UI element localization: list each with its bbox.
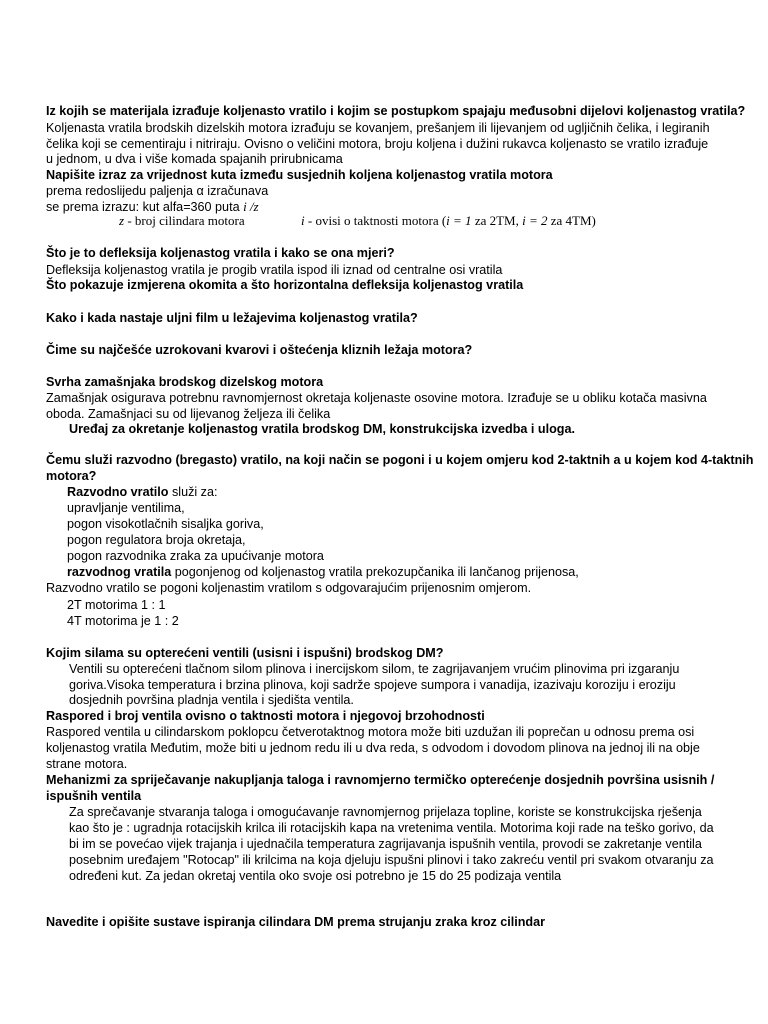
variable-z: z: [119, 213, 125, 228]
formula-i-definition: [301, 213, 596, 229]
question-oil-film: Kako i kada nastaje uljni film u ležajevima koljenastog vratila?: [46, 311, 418, 325]
question-scavenging: Navedite i opišite sustave ispiranja cilindara DM prema strujanju zraka kroz cilindar: [46, 915, 546, 929]
formula-expression: i /z: [243, 199, 259, 214]
list-item: pogon visokotlačnih sisaljka goriva,: [67, 517, 264, 531]
answer-text-line: Koljenasta vratila brodskih dizelskih motora izrađuju se kovanjem, prešanjem ili lijevanjem od ugljičnih čelika, i legiranih: [46, 121, 710, 135]
variable-i-text: - ovisi o taktnosti motora (: [304, 213, 447, 228]
question-bearing-failures: Čime su najčešće uzrokovani kvarovi i oštećenja kliznih ležaja motora?: [46, 343, 473, 357]
camshaft-ratio-intro: Razvodno vratilo se pogoni koljenastim vratilom s odgovarajućim prijenosnim omjerom.: [46, 581, 532, 595]
variable-i-text: za 2TM,: [471, 213, 523, 228]
camshaft-purpose-heading: [67, 484, 217, 500]
camshaft-purpose-text: služi za:: [168, 485, 218, 499]
answer-text-line: bi im se povećao vijek trajanja i ujednačila temperatura zagrijavanja ispušnih ventila, provodi se zakretanje ventila: [69, 837, 702, 851]
question-flywheel: Svrha zamašnjaka brodskog dizelskog motora: [46, 375, 324, 389]
list-item: pogon razvodnika zraka za upućivanje motora: [67, 549, 324, 563]
question-deflection-measured: Što pokazuje izmjerena okomita a što horizontalna defleksija koljenastog vratila: [46, 278, 524, 292]
question-turning-gear: Uređaj za okretanje koljenastog vratila brodskog DM, konstrukcijska izvedba i uloga.: [69, 422, 575, 436]
answer-text-line: u jednom, u dva i više komada spajanih prirubnicama: [46, 152, 343, 166]
variable-i-eq-4tm: i = 2: [522, 213, 548, 228]
answer-text-line: koljenastog vratila Međutim, može biti u jednom redu ili u dva reda, s odvodom i dovodom plinova na jednoj ili na obje: [46, 741, 700, 755]
ratio-2-stroke: 2T motorima 1 : 1: [67, 598, 166, 612]
question-crank-angle: Napišite izraz za vrijednost kuta između susjednih koljena koljenastog vratila motora: [46, 168, 553, 182]
formula-z-definition: [119, 213, 245, 229]
ratio-4-stroke: 4T motorima je 1 : 2: [67, 614, 179, 628]
answer-text-line: kao što je : ugradnja rotacijskih krilca ili rotacijskih kapa na vretenima ventila. Motorima koji rade na teško gorivo, da: [69, 821, 714, 835]
camshaft-drive-term: razvodnog vratila: [67, 565, 172, 579]
answer-text-line: dosjednih površina pladnja ventila i sjedišta ventila.: [69, 693, 354, 707]
variable-i: i: [301, 213, 305, 228]
question-camshaft: Čemu služi razvodno (bregasto) vratilo, na koji način se pogoni i u kojem omjeru kod 2-taktnih a u kojem kod 4-taktnih: [46, 453, 754, 467]
list-item: pogon regulatora broja okretaja,: [67, 533, 246, 547]
question-valve-layout: Raspored i broj ventila ovisno o taktnosti motora i njegovoj brzohodnosti: [46, 709, 485, 723]
answer-text-line: Ventili su opterećeni tlačnom silom plinova i inercijskom silom, te zagrijavanjem vrućim plinovima pri izgaranju: [69, 662, 680, 676]
question-camshaft-continued: motora?: [46, 469, 97, 483]
question-crankshaft-materials: Iz kojih se materijala izrađuje koljenasto vratilo i kojim se postupkom spajaju međusobni dijelovi koljenastog vratila?: [46, 104, 746, 118]
camshaft-drive-text: pogonjenog od koljenastog vratila prekozupčanika ili lančanog prijenosa,: [171, 565, 579, 579]
answer-text-line: određeni kut. Za jedan okretaj ventila oko svoje osi potrebno je 15 do 25 podizaja ventila: [69, 869, 562, 883]
answer-text-line: Raspored ventila u cilindarskom poklopcu četverotaktnog motora može biti uzdužan ili poprečan u odnosu prema osi: [46, 725, 695, 739]
question-valve-forces: Kojim silama su opterećeni ventili (usisni i ispušni) brodskog DM?: [46, 646, 444, 660]
formula-prefix: se prema izrazu: kut alfa=360 puta: [46, 200, 244, 214]
variable-i-eq-2tm: i = 1: [446, 213, 472, 228]
variable-i-text: za 4TM): [547, 213, 596, 228]
answer-text-line: Defleksija koljenastog vratila je progib vratila ispod ili iznad od centralne osi vratila: [46, 263, 503, 277]
answer-text-line: prema redoslijedu paljenja α izračunava: [46, 184, 269, 198]
answer-text-line: oboda. Zamašnjaci su od lijevanog željeza ili čelika: [46, 407, 331, 421]
list-item: upravljanje ventilima,: [67, 501, 185, 515]
answer-text-line: posebnim uređajem "Rotocap" ili krilcima na koja djeluju ispušni plinovi i tako zakreću ventil pri svakom otvaranju za: [69, 853, 714, 867]
answer-text-line: strane motora.: [46, 757, 128, 771]
answer-text-line: čelika koji se cementiraju i nitriraju. Ovisno o veličini motora, broju koljena i dužini rukavca koljenasto se vratilo izrađuje: [46, 137, 709, 151]
variable-z-text: - broj cilindara motora: [124, 213, 245, 228]
question-deflection: Što je to defleksija koljenastog vratila i kako se ona mjeri?: [46, 246, 395, 260]
answer-text-line: Za sprečavanje stvaranja taloga i omogućavanje ravnomjernog prijelaza topline, koriste se konstrukcijska rješenja: [69, 805, 702, 819]
question-valve-deposits: Mehanizmi za spriječavanje nakupljanja taloga i ravnomjerno termičko opterećenje dosjednih površina usisnih /: [46, 773, 715, 787]
question-valve-deposits-continued: ispušnih ventila: [46, 789, 142, 803]
camshaft-term: Razvodno vratilo: [67, 485, 169, 499]
answer-text-line: goriva.Visoka temperatura i brzina plinova, koji sadrže spojeve sumpora i vanadija, izazivaju koroziju i eroziju: [69, 678, 676, 692]
camshaft-drive-line: [67, 564, 579, 580]
answer-text-line: Zamašnjak osigurava potrebnu ravnomjernost okretaja koljenaste osovine motora. Izrađuje se u obliku kotača masivna: [46, 391, 707, 405]
